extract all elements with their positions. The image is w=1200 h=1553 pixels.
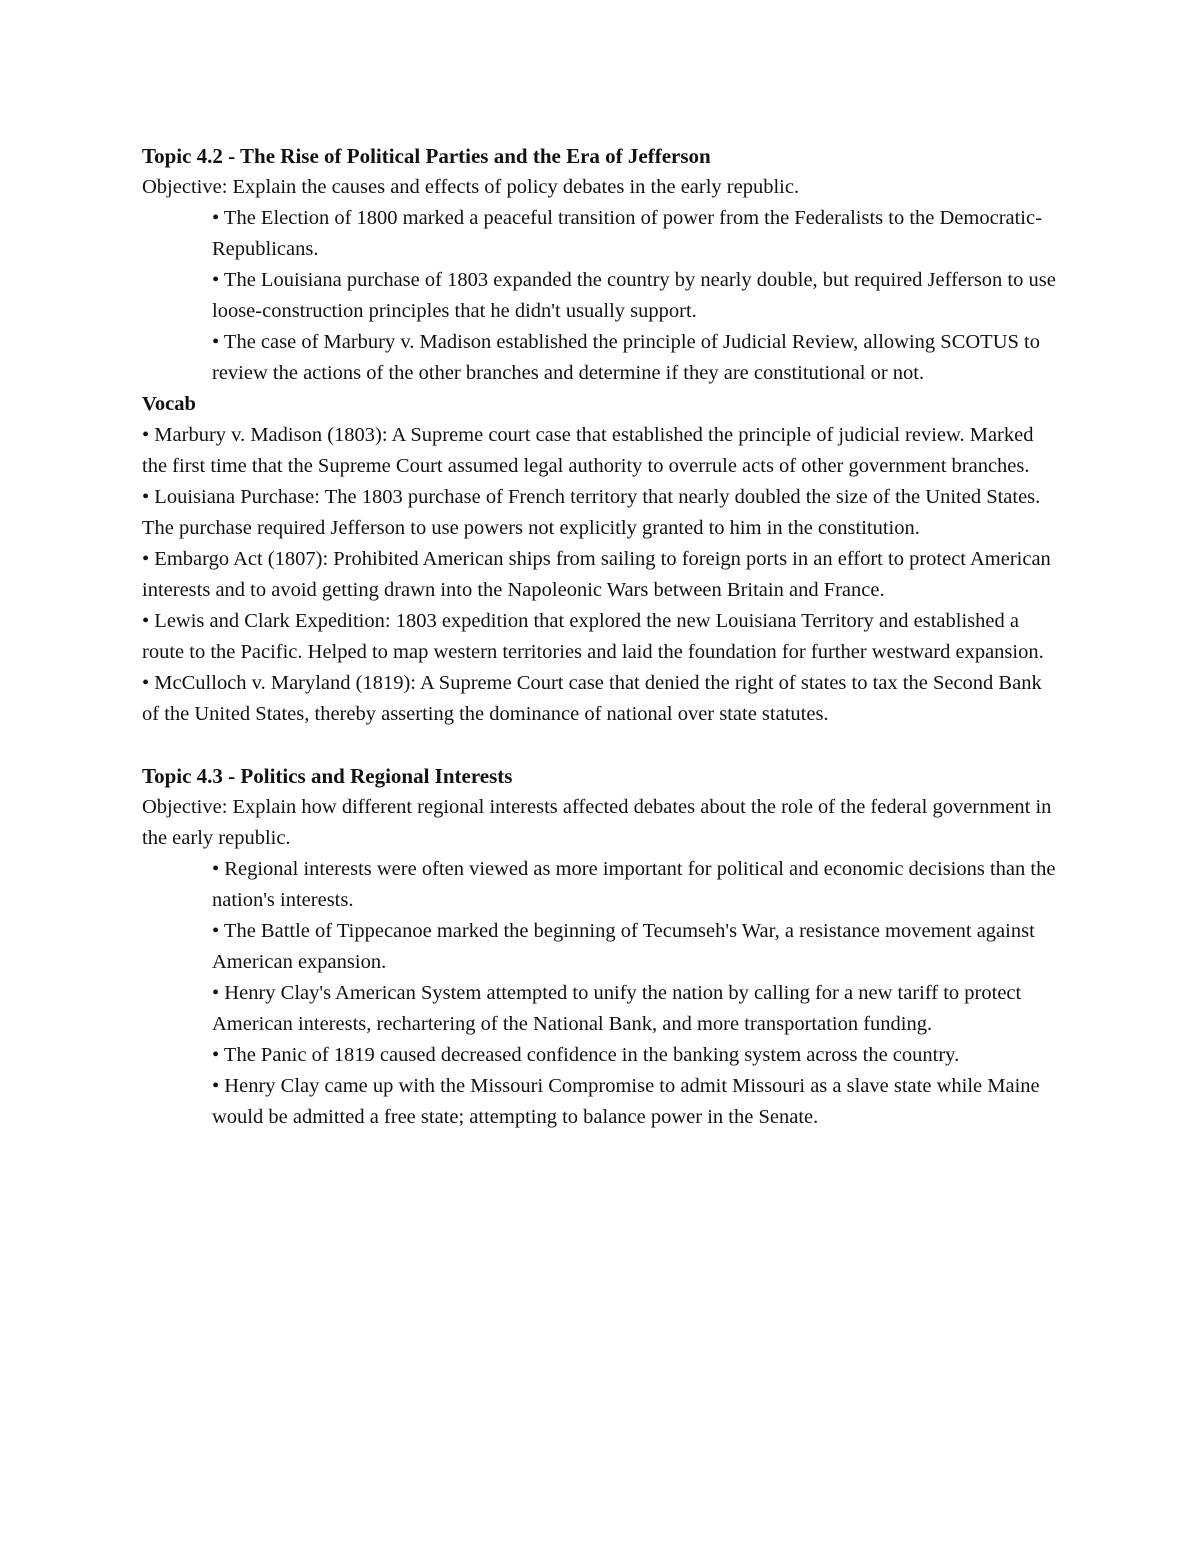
topic-4-3-objective: Objective: Explain how different regional interests affected debates about the role of the federal government in the early republic.	[142, 796, 1052, 849]
section-spacer	[142, 730, 1062, 761]
vocab-item-mcculloch: • McCulloch v. Maryland (1819): A Supreme Court case that denied the right of states to tax the Second Bank of the United States, thereby asserting the dominance of national over state statutes.	[142, 672, 1042, 725]
bullet-american-system: • Henry Clay's American System attempted to unify the nation by calling for a new tariff to protect American interests, rechartering of the National Bank, and more transportation funding.	[212, 982, 1022, 1035]
bullet-marbury-v-madison: • The case of Marbury v. Madison established the principle of Judicial Review, allowing SCOTUS to review the actions of the other branches and determine if they are constitutional or not.	[212, 331, 1040, 384]
bullet-battle-of-tippecanoe: • The Battle of Tippecanoe marked the beginning of Tecumseh's War, a resistance movement against American expansion.	[212, 920, 1035, 973]
vocab-list	[142, 420, 1062, 730]
bullet-regional-interests: • Regional interests were often viewed as more important for political and economic decisions than the nation's interests.	[212, 858, 1056, 911]
bullet-missouri-compromise: • Henry Clay came up with the Missouri Compromise to admit Missouri as a slave state while Maine would be admitted a free state; attempting to balance power in the Senate.	[212, 1075, 1040, 1128]
vocab-section	[142, 389, 1062, 730]
topic-4-2-bullets	[142, 203, 1062, 389]
bullet-panic-of-1819: • The Panic of 1819 caused decreased confidence in the banking system across the country.	[212, 1044, 960, 1066]
vocab-item-lewis-and-clark: • Lewis and Clark Expedition: 1803 expedition that explored the new Louisiana Territory and established a route to the Pacific. Helped to map western territories and laid the foundation for further westward expansion.	[142, 610, 1044, 663]
topic-4-3-section	[142, 761, 1062, 1133]
topic-4-3-bullets	[142, 854, 1062, 1133]
vocab-heading: Vocab	[142, 393, 196, 415]
topic-4-2-heading: Topic 4.2 - The Rise of Political Parties and the Era of Jefferson	[142, 144, 711, 168]
bullet-election-1800: • The Election of 1800 marked a peaceful transition of power from the Federalists to the Democratic-Republicans.	[212, 207, 1042, 260]
topic-4-2-objective: Objective: Explain the causes and effects of policy debates in the early republic.	[142, 176, 800, 198]
vocab-item-louisiana-purchase: • Louisiana Purchase: The 1803 purchase of French territory that nearly doubled the size of the United States. The purchase required Jefferson to use powers not explicitly granted to him in the constitution.	[142, 486, 1041, 539]
vocab-item-embargo-act: • Embargo Act (1807): Prohibited American ships from sailing to foreign ports in an effort to protect American interests and to avoid getting drawn into the Napoleonic Wars between Britain and France.	[142, 548, 1051, 601]
document-page	[142, 141, 1062, 1133]
topic-4-3-heading: Topic 4.3 - Politics and Regional Interests	[142, 764, 513, 788]
topic-4-2-section	[142, 141, 1062, 389]
bullet-louisiana-purchase: • The Louisiana purchase of 1803 expanded the country by nearly double, but required Jefferson to use loose-construction principles that he didn't usually support.	[212, 269, 1056, 322]
vocab-item-marbury: • Marbury v. Madison (1803): A Supreme court case that established the principle of judicial review. Marked the first time that the Supreme Court assumed legal authority to overrule acts of other government branches.	[142, 424, 1034, 477]
